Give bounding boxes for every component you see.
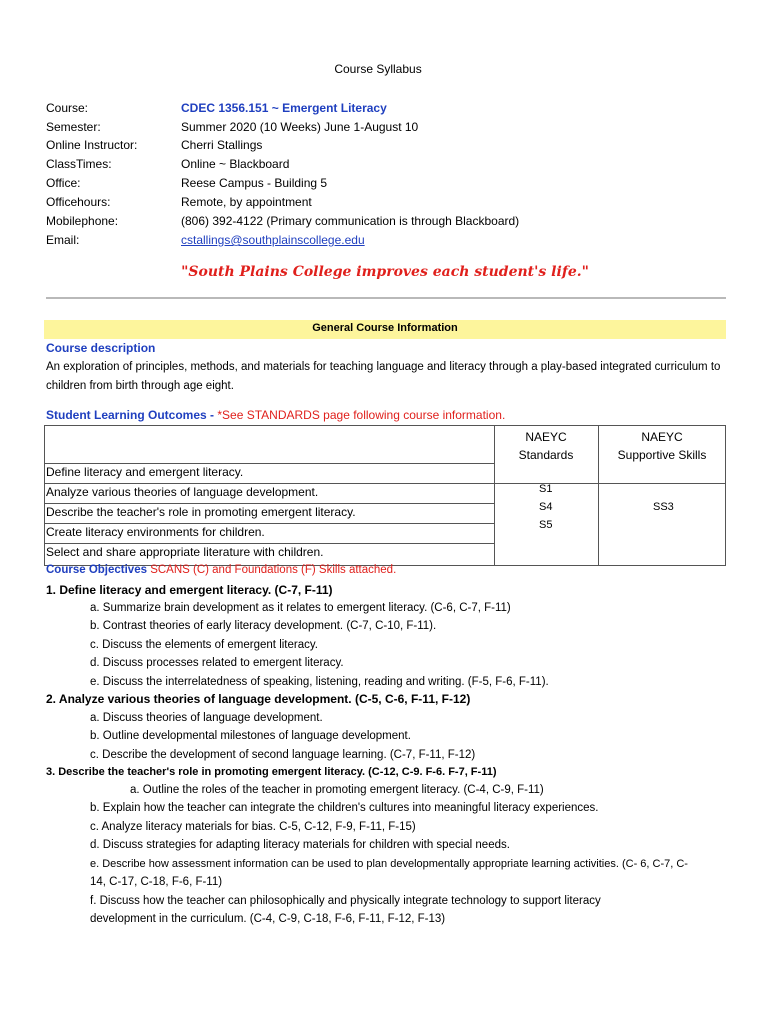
table-divider bbox=[494, 483, 726, 484]
objective-item: 3. Describe the teacher's role in promoting emergent literacy. (C-12, C-9. F-6. F-7, F-11) bbox=[46, 766, 497, 778]
info-label: Semester: bbox=[46, 120, 101, 134]
objective-sub-item: a. Summarize brain development as it relates to emergent literacy. (C-6, C-7, F-11) bbox=[90, 602, 511, 614]
table-divider bbox=[45, 523, 494, 524]
objective-sub-item: d. Discuss processes related to emergent literacy. bbox=[90, 657, 344, 669]
objective-sub-item: f. Discuss how the teacher can philosophically and physically integrate technology to support literacy bbox=[90, 895, 601, 907]
divider bbox=[46, 297, 726, 299]
info-value: Cherri Stallings bbox=[181, 138, 263, 152]
objective-item: 2. Analyze various theories of language development. (C-5, C-6, F-11, F-12) bbox=[46, 692, 471, 706]
info-value: Online ~ Blackboard bbox=[181, 157, 290, 171]
page-title: Course Syllabus bbox=[334, 62, 422, 76]
email-link[interactable]: cstallings@southplainscollege.edu bbox=[181, 233, 365, 247]
standards-header: NAEYC Standards bbox=[518, 430, 574, 462]
description-heading: Course description bbox=[46, 341, 156, 355]
info-label: Mobilephone: bbox=[46, 214, 119, 228]
outcome-row: Define literacy and emergent literacy. bbox=[46, 465, 244, 479]
objective-sub-item: e. Discuss the interrelatedness of speaking, listening, reading and writing. (F-5, F-6, F-11). bbox=[90, 676, 549, 688]
objective-item: 1. Define literacy and emergent literacy. (C-7, F-11) bbox=[46, 583, 333, 597]
outcomes-table bbox=[44, 425, 726, 566]
objective-sub-item: a. Discuss theories of language development. bbox=[90, 712, 323, 724]
objective-sub-item: c. Describe the development of second language learning. (C-7, F-11, F-12) bbox=[90, 749, 476, 761]
objectives-heading bbox=[46, 564, 396, 576]
table-divider bbox=[45, 543, 494, 544]
objective-sub-item: e. Describe how assessment information can be used to plan developmentally appropriate learning activities. (C- 6, C-7, C- bbox=[90, 858, 688, 870]
objective-sub-item: b. Outline developmental milestones of language development. bbox=[90, 730, 411, 742]
objectives-heading-text: Course Objectives bbox=[46, 564, 147, 576]
skill-code: SS3 bbox=[653, 501, 674, 513]
objective-sub-item: c. Discuss the elements of emergent literacy. bbox=[90, 639, 318, 651]
section-band bbox=[44, 320, 726, 339]
table-divider bbox=[45, 483, 494, 484]
info-label: Officehours: bbox=[46, 195, 111, 209]
outcomes-heading-text: Student Learning Outcomes - bbox=[46, 408, 218, 422]
info-label: Course: bbox=[46, 101, 89, 115]
objective-sub-item: b. Explain how the teacher can integrate the children's cultures into meaningful literacy experiences. bbox=[90, 802, 599, 814]
college-motto: "South Plains College improves each student's life." bbox=[181, 264, 589, 280]
outcomes-note: *See STANDARDS page following course information. bbox=[217, 408, 506, 422]
outcome-row: Create literacy environments for children. bbox=[46, 525, 265, 539]
course-value: CDEC 1356.151 ~ Emergent Literacy bbox=[181, 101, 387, 115]
info-value: Remote, by appointment bbox=[181, 195, 312, 209]
description-text: An exploration of principles, methods, and materials for teaching language and literacy through a play-based integrated curriculum to children from birth through age eight. bbox=[46, 361, 721, 392]
outcome-row: Select and share appropriate literature with children. bbox=[46, 545, 324, 559]
table-divider bbox=[45, 463, 494, 464]
standard-code: S4 bbox=[539, 501, 553, 513]
outcome-row: Analyze various theories of language development. bbox=[46, 485, 319, 499]
info-value: (806) 392-4122 (Primary communication is through Blackboard) bbox=[181, 214, 520, 228]
outcomes-heading bbox=[46, 408, 505, 422]
table-divider bbox=[45, 503, 494, 504]
objectives-note: SCANS (C) and Foundations (F) Skills attached. bbox=[150, 564, 397, 576]
objective-sub-item: a. Outline the roles of the teacher in promoting emergent literacy. (C-4, C-9, F-11) bbox=[130, 784, 544, 796]
outcome-row: Describe the teacher's role in promoting emergent literacy. bbox=[46, 505, 356, 519]
objective-sub-item: c. Analyze literacy materials for bias. C-5, C-12, F-9, F-11, F-15) bbox=[90, 821, 416, 833]
standard-code: S5 bbox=[539, 519, 553, 531]
standard-code: S1 bbox=[539, 483, 553, 495]
objective-sub-item: d. Discuss strategies for adapting literacy materials for children with special needs. bbox=[90, 839, 510, 851]
info-label: Office: bbox=[46, 176, 81, 190]
objective-sub-item: b. Contrast theories of early literacy development. (C-7, C-10, F-11). bbox=[90, 620, 437, 632]
info-label: ClassTimes: bbox=[46, 157, 112, 171]
skills-header: NAEYC Supportive Skills bbox=[617, 430, 707, 462]
info-value: Reese Campus - Building 5 bbox=[181, 176, 328, 190]
info-label: Online Instructor: bbox=[46, 138, 138, 152]
section-band-title: General Course Information bbox=[312, 322, 458, 334]
objective-sub-item: development in the curriculum. (C-4, C-9, C-18, F-6, F-11, F-12, F-13) bbox=[90, 913, 446, 925]
objective-sub-item: 14, C-17, C-18, F-6, F-11) bbox=[90, 876, 223, 888]
info-value: Summer 2020 (10 Weeks) June 1-August 10 bbox=[181, 120, 419, 134]
info-label: Email: bbox=[46, 233, 80, 247]
